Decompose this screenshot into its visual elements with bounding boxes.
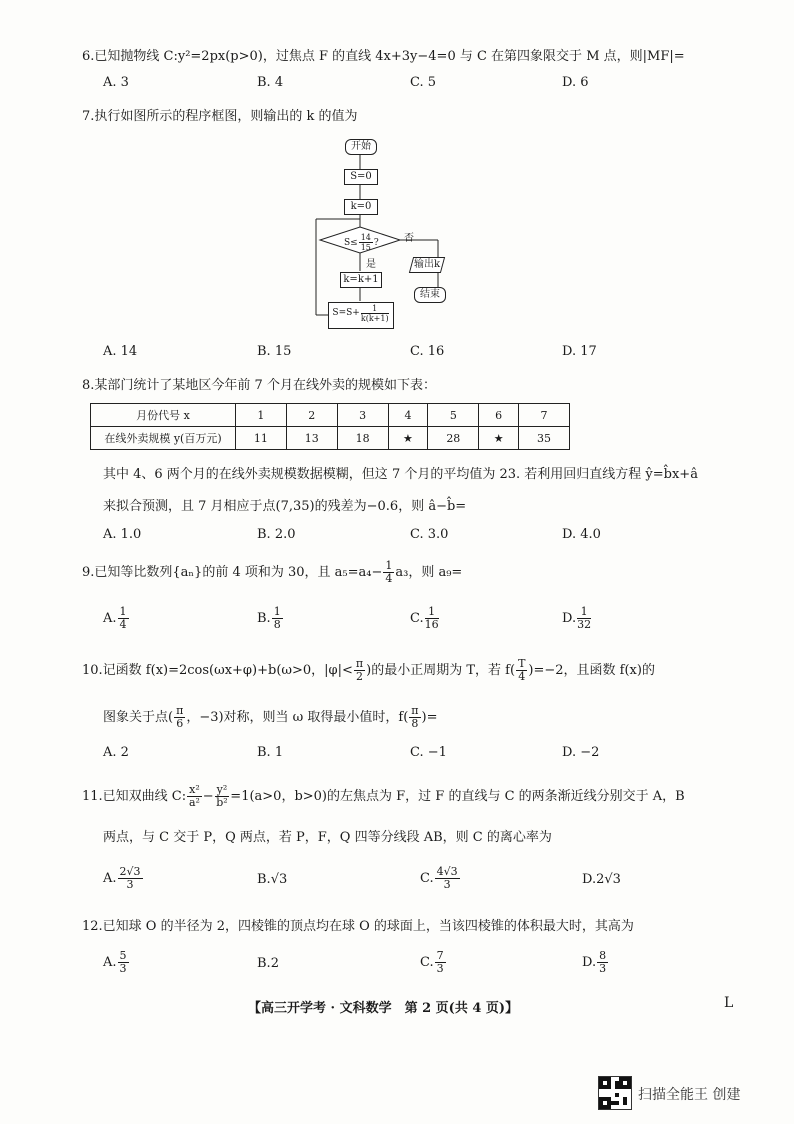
table-cell: ★ (388, 427, 428, 450)
flow-update-left: S=S+ (332, 308, 360, 318)
q10-line2-b: ，−3)对称，则当 ω 取得最小值时，f( (186, 710, 409, 725)
option-den: 4 (119, 618, 127, 631)
flow-end: 结束 (414, 287, 446, 303)
q10-text-b: )的最小正周期为 T，若 f( (366, 663, 516, 678)
q10-option-b: B. 1 (257, 745, 284, 760)
option-label: C. (420, 955, 434, 970)
table-cell: 1 (236, 404, 287, 427)
q9-frac-den: 4 (385, 572, 393, 585)
option-num: 2√3 (119, 865, 141, 878)
option-num: 1 (119, 605, 127, 618)
q11-option-d (582, 872, 621, 887)
q10-stem (82, 658, 655, 683)
q11-option-b (257, 872, 287, 887)
flow-update-den: k(k+1) (360, 314, 389, 323)
q8-option-c: C. 3.0 (410, 527, 449, 542)
q10-pi-den: 2 (356, 670, 364, 683)
q6-text: 6.已知抛物线 C:y²=2px(p>0)，过焦点 F 的直线 4x+3y−4=0 与 C 在第四象限交于 M 点，则|MF|= (82, 49, 685, 64)
table-cell: 4 (388, 404, 428, 427)
q10-option-a: A. 2 (103, 745, 129, 760)
q11-y-num: y² (216, 783, 228, 796)
q10-q-den: 8 (411, 717, 419, 730)
flow-k-init: k=0 (344, 199, 378, 215)
flow-output-label: 输出k (413, 259, 441, 270)
q11-text-b: =1(a>0，b>0)的左焦点为 F，过 F 的直线与 C 的两条渐近线分别交于 A，B (230, 789, 685, 804)
q10-q-num: π (411, 704, 419, 717)
q11-x-num: x² (189, 783, 200, 796)
q10-text-a: 10.记函数 f(x)=2cos(ωx+φ)+b(ω>0，|φ|< (82, 663, 353, 678)
table-header-y: 在线外卖规模 y(百万元) (91, 427, 236, 450)
option-value: 2√3 (596, 872, 621, 887)
q8-option-d: D. 4.0 (562, 527, 601, 542)
option-label: D. (582, 955, 597, 970)
option-num: 1 (273, 605, 281, 618)
q10-p-num: π (176, 704, 184, 717)
q10-p-den: 6 (176, 717, 184, 730)
table-cell: 28 (428, 427, 479, 450)
q12-option-b (257, 956, 279, 971)
option-den: 16 (424, 618, 439, 631)
table-cell: 13 (286, 427, 337, 450)
q6-option-d: D. 6 (562, 75, 589, 90)
q10-pi-num: π (355, 657, 364, 670)
table-header-x: 月份代号 x (91, 404, 236, 427)
q8-line1: 其中 4、6 两个月的在线外卖规模数据模糊，但这 7 个月的平均值为 23. 若利用回归直线方程 ŷ=b̂x+â (103, 467, 698, 482)
q8-option-b: B. 2.0 (257, 527, 296, 542)
table-cell: 6 (479, 404, 519, 427)
q12-option-d (582, 950, 609, 975)
option-num: 4√3 (436, 865, 458, 878)
q10-line2-a: 图象关于点( (103, 710, 174, 725)
table-cell: 11 (236, 427, 287, 450)
option-label: C. (420, 871, 434, 886)
q7-text: 7.执行如图所示的程序框图，则输出的 k 的值为 (82, 109, 358, 124)
table-cell: 3 (337, 404, 388, 427)
option-den: 3 (119, 962, 127, 975)
table-cell: 2 (286, 404, 337, 427)
footer-mark: L (724, 995, 734, 1011)
q11-stem (82, 784, 685, 809)
option-label: D. (562, 611, 577, 626)
option-label: A. (103, 955, 117, 970)
flow-start: 开始 (345, 139, 377, 155)
q11-line2: 两点，与 C 交于 P，Q 两点，若 P，F，Q 四等分线段 AB，则 C 的离心率为 (103, 830, 552, 845)
q8-text: 8.某部门统计了某地区今年前 7 个月在线外卖的规模如下表： (82, 378, 436, 393)
option-label: C. (410, 611, 424, 626)
table-row (91, 404, 570, 427)
option-num: 5 (119, 949, 127, 962)
option-label: B. (257, 956, 271, 971)
q11-x-den: a² (188, 796, 200, 809)
table-cell: 18 (337, 427, 388, 450)
q12-option-c (420, 950, 447, 975)
q10-option-d: D. −2 (562, 745, 600, 760)
q11-option-a (103, 866, 144, 891)
table-cell: ★ (479, 427, 519, 450)
q10-line2-c: )= (421, 710, 438, 725)
q7-option-d: D. 17 (562, 344, 597, 359)
q12-text: 12.已知球 O 的半径为 2，四棱锥的顶点均在球 O 的球面上，当该四棱锥的体积最大时，其高为 (82, 919, 634, 934)
q7-option-b: B. 15 (257, 344, 292, 359)
q11-minus: − (202, 789, 214, 804)
table-cell: 5 (428, 404, 479, 427)
option-label: A. (103, 871, 117, 886)
option-num: 1 (577, 606, 591, 619)
q9-text-a: 9.已知等比数列{aₙ}的前 4 项和为 30，且 a₅=a₄− (82, 565, 383, 580)
q10-text-c: )=−2，且函数 f(x)的 (528, 663, 655, 678)
q9-text-b: a₃，则 a₉= (395, 565, 463, 580)
q8-option-a: A. 1.0 (103, 527, 142, 542)
option-label: B. (257, 611, 271, 626)
q10-line2 (103, 705, 438, 730)
flow-cond-den: 15 (360, 243, 371, 252)
option-value: 2 (270, 956, 279, 971)
q10-t-num: T (518, 657, 526, 670)
flow-update-num: 1 (361, 304, 389, 314)
q10-option-c: C. −1 (410, 745, 447, 760)
q6-option-a: A. 3 (103, 75, 129, 90)
q11-y-den: b² (216, 796, 228, 809)
flow-update (328, 302, 394, 329)
option-label: A. (103, 611, 117, 626)
option-value: √3 (270, 872, 288, 887)
option-den: 3 (436, 962, 444, 975)
q8-table (90, 403, 570, 450)
q7-option-c: C. 16 (410, 344, 445, 359)
option-den: 8 (273, 618, 281, 631)
table-cell: 7 (519, 404, 570, 427)
q8-line2: 来拟合预测，且 7 月相应于点(7,35)的残差为−0.6，则 â−b̂= (103, 499, 467, 514)
option-num: 1 (425, 606, 439, 619)
q9-frac-num: 1 (385, 559, 393, 572)
q12-option-a (103, 950, 130, 975)
option-num: 8 (599, 949, 607, 962)
option-label: D. (582, 872, 597, 887)
table-row (91, 427, 570, 450)
flow-increment: k=k+1 (340, 272, 382, 288)
option-den: 3 (126, 878, 134, 891)
q9-stem (82, 560, 462, 585)
option-num: 7 (436, 949, 444, 962)
q7-option-a: A. 14 (103, 344, 138, 359)
scanner-watermark: 扫描全能王 创建 (638, 1087, 741, 1103)
table-cell: 35 (519, 427, 570, 450)
q9-option-a (103, 606, 130, 631)
flow-condition (344, 233, 379, 252)
option-label: B. (257, 872, 271, 887)
page-footer: 【高三开学考 · 文科数学 第 2 页(共 4 页)】 (248, 1001, 519, 1016)
q9-option-b (257, 606, 284, 631)
flow-cond-q: ? (373, 238, 379, 248)
option-den: 3 (599, 962, 607, 975)
qr-code-icon (598, 1076, 632, 1110)
q9-option-c (410, 606, 440, 631)
q10-t-den: 4 (518, 670, 526, 683)
flow-output (409, 257, 445, 273)
q9-option-d (562, 606, 592, 631)
option-den: 3 (443, 878, 451, 891)
q11-text-a: 11.已知双曲线 C: (82, 789, 187, 804)
flow-s-init: S=0 (344, 169, 378, 185)
flow-cond-num: 14 (360, 233, 371, 242)
flow-cond-left: S≤ (344, 238, 358, 248)
q6-option-c: C. 5 (410, 75, 437, 90)
flow-yes-label: 是 (366, 259, 376, 270)
option-den: 32 (577, 618, 592, 631)
flow-no-label: 否 (404, 233, 414, 244)
q11-option-c (420, 866, 461, 891)
q6-option-b: B. 4 (257, 75, 284, 90)
